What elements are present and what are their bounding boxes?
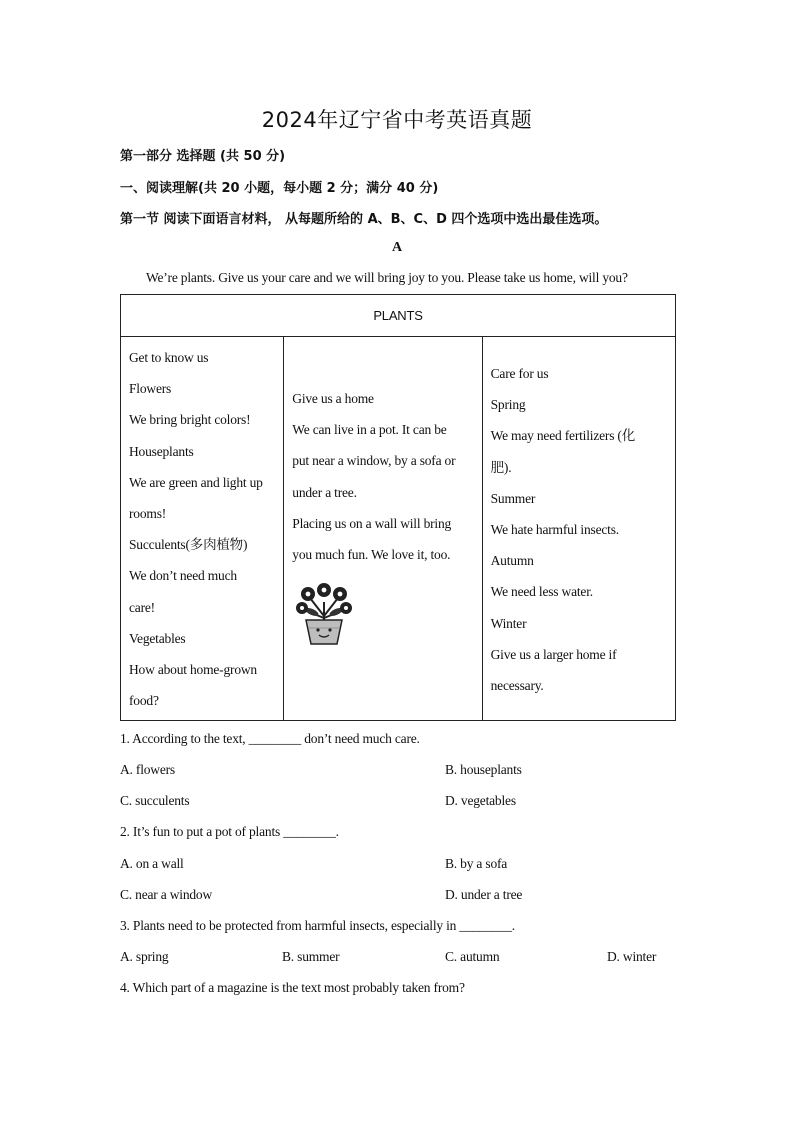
- col1-line: Flowers: [129, 381, 172, 397]
- column-care-for-us: [482, 337, 675, 721]
- option: D. winter: [607, 949, 657, 964]
- col2-line: Placing us on a wall will bring: [292, 515, 452, 531]
- col1-line: rooms!: [129, 506, 167, 522]
- col1-line: Get to know us: [129, 350, 209, 365]
- option: C. succulents: [120, 793, 190, 808]
- column-get-to-know-us: [121, 337, 284, 721]
- plants-table: [120, 294, 676, 721]
- subsection-heading: 第一节 阅读下面语言材料， 从每题所给的 A、B、C、D 四个选项中选出最佳选项。: [120, 212, 608, 227]
- col2-line: you much fun. We love it, too.: [292, 547, 451, 563]
- passage-letter: A: [391, 240, 403, 255]
- col2-line: put near a window, by a sofa or: [292, 453, 456, 469]
- col3-line: Spring: [490, 397, 526, 413]
- option: B. by a sofa: [445, 856, 508, 871]
- col3-line: 肥).: [490, 459, 512, 475]
- option: D. under a tree: [445, 887, 523, 902]
- col3-line: Autumn: [490, 553, 534, 569]
- col2-line: under a tree.: [292, 484, 357, 500]
- col1-line: We don’t need much: [129, 568, 237, 584]
- col3-line: Give us a larger home if: [490, 646, 617, 662]
- col3-line: necessary.: [490, 678, 544, 694]
- col2-line: We can live in a pot. It can be: [292, 422, 447, 438]
- col1-line: care!: [129, 599, 155, 615]
- col1-line: How about home-grown: [129, 662, 257, 678]
- passage-intro: We’re plants. Give us your care and we will bring joy to you. Please take us home, will you?: [146, 270, 628, 285]
- col3-line: We may need fertilizers (化: [490, 428, 636, 444]
- potted-flower-icon: [292, 576, 356, 646]
- option: C. near a window: [120, 887, 213, 902]
- col3-line: Summer: [490, 490, 536, 506]
- page-title: 2024年辽宁省中考英语真题: [261, 108, 533, 132]
- section-heading: 一、阅读理解(共 20 小题，每小题 2 分；满分 40 分): [120, 181, 439, 196]
- col1-line: Vegetables: [129, 630, 186, 646]
- col1-line: food?: [129, 693, 159, 709]
- option: B. houseplants: [445, 762, 522, 777]
- question-stem: 4. Which part of a magazine is the text most probably taken from?: [120, 980, 465, 995]
- question-stem: 1. According to the text, ________ don’t need much care.: [120, 731, 420, 746]
- col1-line: Houseplants: [129, 443, 194, 459]
- col2-line: Give us a home: [292, 391, 374, 406]
- col1-line: We bring bright colors!: [129, 412, 251, 428]
- option: C. autumn: [445, 949, 500, 964]
- col1-line: We are green and light up: [129, 474, 263, 490]
- col1-line: Succulents(多肉植物): [129, 537, 248, 553]
- option: A. flowers: [120, 762, 175, 777]
- option: A. spring: [120, 949, 169, 964]
- column-give-us-a-home: [284, 337, 482, 721]
- table-header-cell: [121, 295, 676, 337]
- table-header: PLANTS: [373, 308, 423, 323]
- question-stem: 2. It’s fun to put a pot of plants ________.: [120, 824, 339, 839]
- part-heading: 第一部分 选择题 (共 50 分): [120, 149, 286, 164]
- col3-line: Winter: [490, 615, 527, 631]
- col3-line: Care for us: [490, 366, 549, 381]
- option: D. vegetables: [445, 793, 516, 808]
- question-stem: 3. Plants need to be protected from harmful insects, especially in ________.: [120, 918, 515, 933]
- option: B. summer: [282, 949, 340, 964]
- col3-line: We need less water.: [490, 584, 593, 600]
- col3-line: We hate harmful insects.: [490, 522, 619, 538]
- option: A. on a wall: [120, 856, 184, 871]
